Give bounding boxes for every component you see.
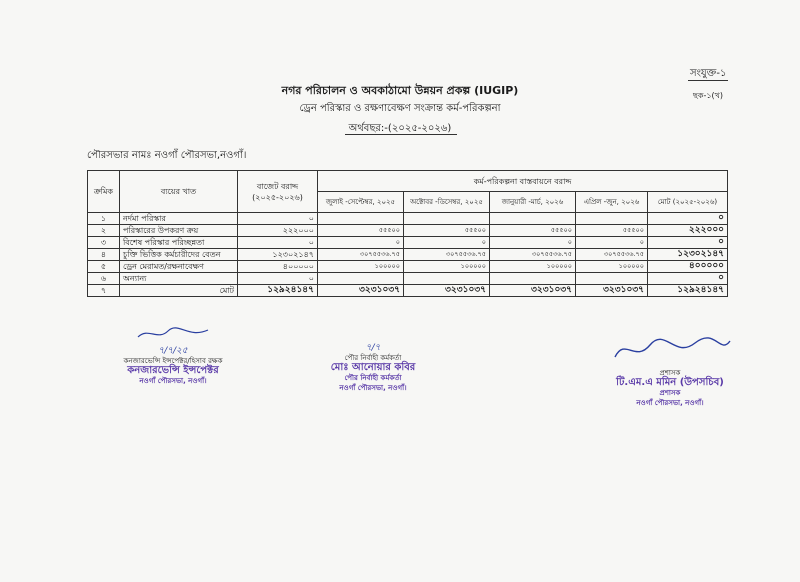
cell-total-label: মোট (120, 285, 238, 297)
cell-q4: ১০০০০০ (576, 261, 648, 273)
signature-scribble-left (133, 325, 213, 343)
cell-q3 (490, 273, 576, 285)
total-row (88, 285, 728, 297)
stamp-title-right: প্রশাসক (659, 389, 681, 397)
form-label: ছক-১(খ) (693, 91, 724, 100)
header-expense-head: ব্যয়ের খাত (120, 171, 238, 213)
cell-serial: ১ (88, 213, 120, 225)
cell-total: ০ (648, 237, 728, 249)
cell-q2: ১০০০০০ (404, 261, 490, 273)
work-plan-table (87, 170, 728, 297)
cell-budget: ২২২০০০ (238, 225, 318, 237)
table-row (88, 273, 728, 285)
cell-budget: ০ (238, 237, 318, 249)
cell-q3: ৩০৭৫৫৩৬.৭৫ (490, 249, 576, 261)
stamp-title-left: কনজারভেন্সি ইন্সপেক্টর (127, 365, 219, 376)
cell-q1 (318, 273, 404, 285)
cell-q2: ৫৫৫০০ (404, 225, 490, 237)
cell-q4-total: ৩২৩১০৩৭ (576, 285, 648, 297)
header-q1: জুলাই -সেপ্টেম্বর, ২০২৫ (318, 192, 404, 213)
cell-q1: ০ (318, 237, 404, 249)
cell-budget: ০ (238, 273, 318, 285)
cell-head: চুক্তি ভিত্তিক কর্মচারীদের বেতন (120, 249, 238, 261)
cell-q2: ৩০৭৫৫৩৬.৭৫ (404, 249, 490, 261)
cell-serial: ৭ (88, 285, 120, 297)
annex-label: সংযুক্ত-১ (690, 68, 727, 79)
annex-underline (688, 80, 728, 81)
cell-grand-total: ১২৯২৪১৪৭ (648, 285, 728, 297)
cell-q1: ৩০৭৫৫৩৬.৭৫ (318, 249, 404, 261)
plan-title: ড্রেন পরিস্কার ও রক্ষণাবেক্ষণ সংক্রান্ত কর্ম-পরিকল্পনা (299, 103, 501, 114)
signature-block-middle (298, 343, 448, 393)
cell-total: ০ (648, 213, 728, 225)
cell-q3-total: ৩২৩১০৩৭ (490, 285, 576, 297)
cell-head: অন্যান্য (120, 273, 238, 285)
header-q2: অক্টোবর -ডিসেম্বর, ২০২৫ (404, 192, 490, 213)
cell-total: ২২২০০০ (648, 225, 728, 237)
signature-role-middle: পৌর নির্বাহী কর্মকর্তা (344, 354, 402, 362)
cell-serial: ৬ (88, 273, 120, 285)
stamp-name-middle: মোঃ আনোয়ার কবির (330, 362, 416, 373)
cell-head: ড্রেন মেরামত/রক্ষনাবেক্ষণ (120, 261, 238, 273)
stamp-place-middle: নওগাঁ পৌরসভা, নওগাঁ। (339, 384, 407, 392)
signature-role-left: কনজারভেন্সি ইন্সপেক্টর/হিসাব রক্ষক (123, 357, 223, 365)
stamp-place-right: নওগাঁ পৌরসভা, নওগাঁ। (636, 399, 704, 407)
municipality-name: পৌরসভার নামঃ নওগাঁ পৌরসভা,নওগাঁ। (87, 150, 247, 161)
cell-budget-total: ১২৯২৪১৪৭ (238, 285, 318, 297)
header-allocation-group: কর্ম-পরিকল্পনা বাস্তবায়নে বরাদ্দ (318, 171, 728, 192)
signature-block-left (118, 325, 228, 386)
fiscal-year-underline (345, 134, 457, 135)
cell-q4: ৫৫৫০০ (576, 225, 648, 237)
cell-total: ০ (648, 273, 728, 285)
header-q4: এপ্রিল -জুন, ২০২৬ (576, 192, 648, 213)
table-row (88, 213, 728, 225)
cell-serial: ৩ (88, 237, 120, 249)
cell-q4 (576, 213, 648, 225)
cell-q4 (576, 273, 648, 285)
header-serial: ক্রমিক (88, 171, 120, 213)
cell-budget: ৪০০০০০ (238, 261, 318, 273)
cell-budget: ১২৩০২১৪৭ (238, 249, 318, 261)
cell-q2: ০ (404, 237, 490, 249)
cell-total: ১২৩০২১৪৭ (648, 249, 728, 261)
header-budget: বাজেট বরাদ্দ (২০২৫-২০২৬) (238, 171, 318, 213)
cell-q2-total: ৩২৩১০৩৭ (404, 285, 490, 297)
cell-q3: ০ (490, 237, 576, 249)
cell-budget: ০ (238, 213, 318, 225)
cell-serial: ৫ (88, 261, 120, 273)
cell-q2 (404, 213, 490, 225)
stamp-name-right: টি.এম.এ মমিন (উপসচিব) (616, 377, 724, 388)
cell-q2 (404, 273, 490, 285)
cell-q3 (490, 213, 576, 225)
project-title: নগর পরিচালন ও অবকাঠামো উন্নয়ন প্রকল্প (IUGIP) (281, 84, 519, 97)
table-row (88, 249, 728, 261)
cell-q1: ৫৫৫০০ (318, 225, 404, 237)
cell-head: বিশেষ পরিস্কার পরিচ্ছন্নতা (120, 237, 238, 249)
cell-q1-total: ৩২৩১০৩৭ (318, 285, 404, 297)
signature-scribble-right (605, 335, 735, 365)
fiscal-year: অর্থবছর:-(২০২৫-২০২৬) (348, 123, 452, 134)
cell-serial: ৪ (88, 249, 120, 261)
header-total: মোট (২০২৫-২০২৬) (648, 192, 728, 213)
table-row (88, 225, 728, 237)
cell-q1: ১০০০০০ (318, 261, 404, 273)
cell-q1 (318, 213, 404, 225)
stamp-place-left: নওগাঁ পৌরসভা, নওগাঁ। (139, 377, 207, 385)
table-row (88, 237, 728, 249)
cell-head: পরিস্কারের উপকরণ ক্রয় (120, 225, 238, 237)
cell-head: নর্দমা পরিস্কার (120, 213, 238, 225)
cell-q4: ৩০৭৫৫৩৬.৭৫ (576, 249, 648, 261)
cell-q3: ১০০০০০ (490, 261, 576, 273)
signature-date-left: ৭/৭/২৫ (158, 346, 188, 356)
stamp-title-middle: পৌর নির্বাহী কর্মকর্তা (344, 374, 402, 382)
cell-q4: ০ (576, 237, 648, 249)
table-row (88, 261, 728, 273)
signature-date-middle: ৭/৭ (365, 343, 381, 353)
header-q3: জানুয়ারী -মার্চ, ২০২৬ (490, 192, 576, 213)
cell-serial: ২ (88, 225, 120, 237)
signature-role-right: প্রশাসক (659, 369, 681, 377)
cell-q3: ৫৫৫০০ (490, 225, 576, 237)
cell-total: ৪০০০০০ (648, 261, 728, 273)
signature-block-right (600, 335, 740, 408)
